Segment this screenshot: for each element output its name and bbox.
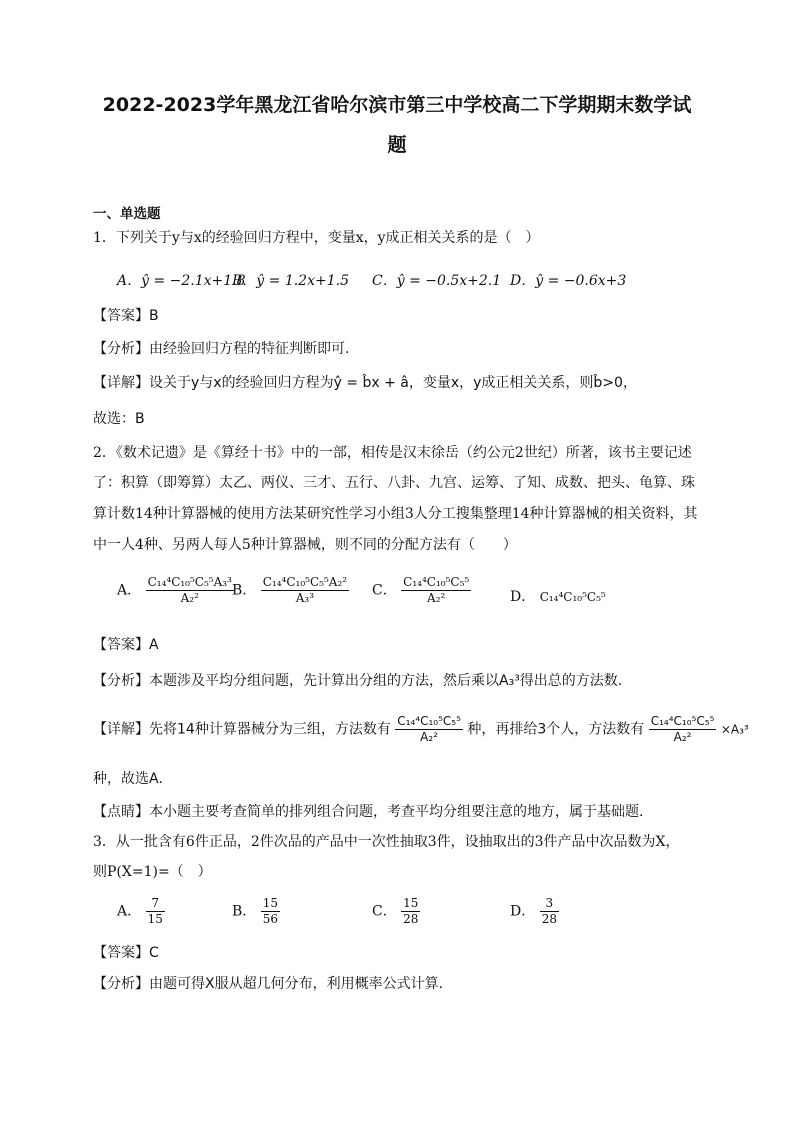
option-label: C． xyxy=(372,582,397,599)
q3-stem-line: 则P(X=1)=（ ） xyxy=(93,864,212,880)
document-title: 2022-2023学年黑龙江省哈尔滨市第三中学校高二下学期期末数学试 xyxy=(102,94,692,116)
q2-stem-line: 了：积算（即筹算）太乙、两仪、三才、五行、八卦、九宫、运筹、了知、成数、把头、龟算、珠 xyxy=(93,475,695,491)
fraction-numerator: 15 xyxy=(262,896,279,910)
q3-answer: 【答案】C xyxy=(93,945,159,961)
fraction-numerator: C₁₄⁴C₁₀⁵C₅⁵ xyxy=(650,714,715,728)
q3-stem-line: 3．从一批含有6件正品，2件次品的产品中一次性抽取3件，设抽取出的3件产品中次品数为X， xyxy=(93,834,680,850)
fraction-denominator: A₂² xyxy=(427,591,446,605)
q3-option-b xyxy=(232,896,280,927)
option-label: A． xyxy=(117,582,142,599)
q2-option-c xyxy=(372,575,471,606)
option-label: D． xyxy=(510,589,536,605)
detail-text: 【详解】先将14种计算器械分为三组，方法数有 xyxy=(93,721,391,738)
option-label: A． xyxy=(117,903,142,920)
detail-text: 种，再排给3个人，方法数有 xyxy=(467,721,645,738)
q3-option-c xyxy=(372,896,420,927)
fraction-denominator: A₂² xyxy=(180,591,199,605)
document-title-continued: 题 xyxy=(387,134,407,156)
fraction-numerator: 15 xyxy=(403,896,419,910)
q3-option-d xyxy=(510,896,559,927)
q3-option-a xyxy=(117,896,165,927)
q3-analysis: 【分析】由题可得X服从超几何分布，利用概率公式计算. xyxy=(93,976,444,992)
fraction-denominator: 56 xyxy=(262,912,279,926)
fraction-denominator: 28 xyxy=(541,912,557,926)
fraction-numerator: C₁₄⁴C₁₀⁵C₅⁵A₃³ xyxy=(147,575,232,589)
fraction-numerator: C₁₄⁴C₁₀⁵C₅⁵ xyxy=(403,575,470,589)
option-label: B． xyxy=(232,582,257,599)
q1-conclusion: 故选：B xyxy=(93,411,145,427)
fraction-denominator: 15 xyxy=(147,912,163,926)
fraction-denominator: A₂² xyxy=(420,730,439,744)
section-heading: 一、单选题 xyxy=(93,206,161,222)
q2-comment: 【点睛】本小题主要考查简单的排列组合问题，考查平均分组要注意的地方，属于基础题. xyxy=(93,804,644,820)
q2-stem-line: 中一人4种、另两人每人5种计算器械，则不同的分配方法有（ ） xyxy=(93,537,517,553)
option-expression: C₁₄⁴C₁₀⁵C₅⁵ xyxy=(539,590,606,604)
q1-analysis: 【分析】由经验回归方程的特征判断即可. xyxy=(93,341,350,357)
fraction-denominator: A₃³ xyxy=(295,591,315,605)
q2-answer: 【答案】A xyxy=(93,637,159,653)
fraction-numerator: 7 xyxy=(146,896,165,912)
q1-stem: 1．下列关于y与x的经验回归方程中，变量x，y成正相关关系的是（ ） xyxy=(93,230,540,246)
q2-stem-line: 2．《数术记遗》是《算经十书》中的一部，相传是汉末徐岳（约公元2世纪）所著，该书主要记述 xyxy=(93,445,692,461)
q2-detail xyxy=(93,714,749,745)
q2-stem-line: 算计数14种计算器械的使用方法某研究性学习小组3人分工搜集整理14种计算器械的相关资料，其 xyxy=(93,506,698,522)
q1-detail: 【详解】设关于y与x的经验回归方程为ŷ = b̂x + â，变量x，y成正相关关系，则b̂>0， xyxy=(93,375,637,391)
fraction-numerator: C₁₄⁴C₁₀⁵C₅⁵A₂² xyxy=(262,575,348,589)
option-label: B． xyxy=(232,903,257,920)
option-label: D． xyxy=(510,903,536,920)
q1-option-c: C．ŷ = −0.5x+2.1 xyxy=(372,273,502,289)
fraction-numerator: C₁₄⁴C₁₀⁵C₅⁵ xyxy=(397,714,461,728)
q1-option-d: D．ŷ = −0.6x+3 xyxy=(510,273,627,289)
fraction-numerator: 3 xyxy=(540,896,559,912)
option-label: C． xyxy=(372,903,397,920)
q2-detail-line2: 种，故选A. xyxy=(93,771,163,787)
q2-analysis: 【分析】本题涉及平均分组问题，先计算出分组的方法，然后乘以A₃³得出总的方法数. xyxy=(93,673,623,689)
detail-text: ×A₃³ xyxy=(720,722,749,737)
fraction-denominator: A₂² xyxy=(673,730,692,744)
q2-option-d xyxy=(510,586,606,606)
q1-answer: 【答案】B xyxy=(93,308,159,324)
q1-option-b: B．ŷ = 1.2x+1.5 xyxy=(232,273,349,289)
fraction-denominator: 28 xyxy=(403,912,419,926)
q1-option-a: A．ŷ = −2.1x+1.8 xyxy=(117,273,246,289)
q2-option-b xyxy=(232,575,349,606)
q2-option-a xyxy=(117,575,234,606)
